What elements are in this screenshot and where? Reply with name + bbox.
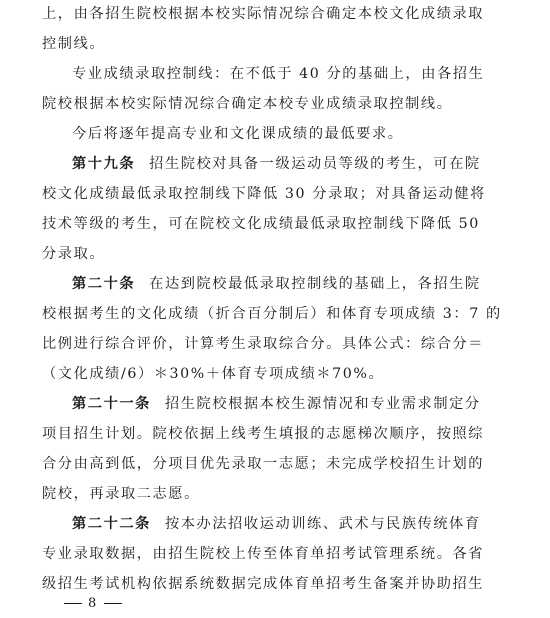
article-paragraph-first-line xyxy=(72,274,481,294)
text-line: 院校根据本校实际情况综合确定本校专业成绩录取控制线。 xyxy=(42,96,453,112)
text-line: 专业成绩录取控制线：在不低于 40 分的基础上，由各招生 xyxy=(72,66,485,82)
page-number: 8 xyxy=(88,596,99,611)
text-line: 校根据考生的文化成绩（折合百分制后）和体育专项成绩 3：7 的 xyxy=(42,306,502,322)
text-line: 技术等级的考生，可在院校文化成绩最低录取控制线下降低 50 xyxy=(42,216,480,232)
article-heading: 第十九条 xyxy=(72,156,136,172)
footer-dash-left xyxy=(64,603,82,604)
text-line: 上，由各招生院校根据本校实际情况综合确定本校文化成绩录取 xyxy=(42,6,485,22)
footer-dash-right xyxy=(104,603,122,604)
text-line: 合分由高到低，分项目优先录取一志愿；未完成学校招生计划的 xyxy=(42,456,485,472)
article-paragraph-first-line xyxy=(72,394,481,414)
article-paragraph-first-line xyxy=(72,154,481,174)
article-heading: 第二十条 xyxy=(72,276,136,292)
text-line: 项目招生计划。院校依据上线考生填报的志愿梯次顺序，按照综 xyxy=(42,426,485,442)
text-line: 专业录取数据，由招生院校上传至体育单招考试管理系统。各省 xyxy=(42,546,485,562)
article-heading: 第二十二条 xyxy=(72,516,151,532)
text-span: 按本办法招收运动训练、武术与民族传统体育 xyxy=(164,516,481,532)
text-line: 校文化成绩最低录取控制线下降低 30 分录取；对具备运动健将 xyxy=(42,186,486,202)
article-paragraph-first-line xyxy=(72,514,481,534)
text-span: 在达到院校最低录取控制线的基础上，各招生院 xyxy=(149,276,481,292)
text-line: 级招生考试机构依据系统数据完成体育单招考生备案并协助招生 xyxy=(42,576,485,592)
page-footer xyxy=(58,596,128,611)
text-line: 比例进行综合评价，计算考生录取综合分。具体公式：综合分＝ xyxy=(42,336,485,352)
text-line: 控制线。 xyxy=(42,36,106,52)
text-span: 招生院校对具备一级运动员等级的考生，可在院 xyxy=(149,156,481,172)
text-span: 招生院校根据本校生源情况和专业需求制定分 xyxy=(164,396,481,412)
text-line: 分录取。 xyxy=(42,246,106,262)
text-line: 今后将逐年提高专业和文化课成绩的最低要求。 xyxy=(72,126,404,142)
article-heading: 第二十一条 xyxy=(72,396,151,412)
text-line: 院校，再录取二志愿。 xyxy=(42,486,200,502)
text-line: （文化成绩/6）＊30%＋体育专项成绩＊70%。 xyxy=(42,366,385,382)
